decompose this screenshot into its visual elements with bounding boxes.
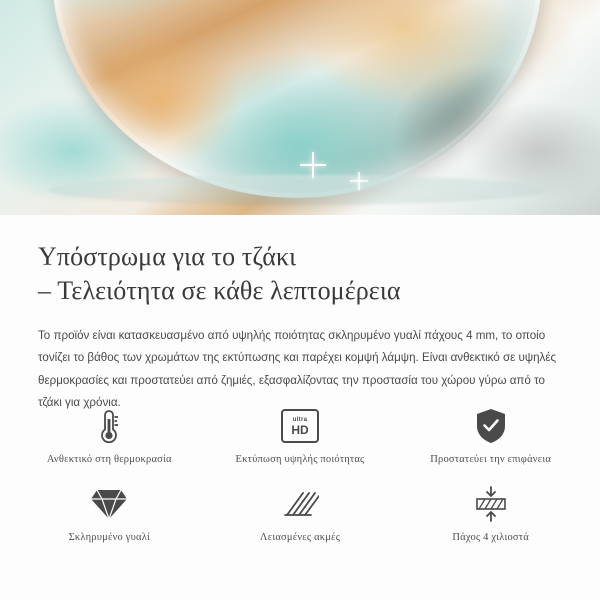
headline-line-1: Υπόστρωμα για το τζάκι <box>38 242 297 271</box>
feature-grid <box>0 404 600 560</box>
ultra-hd-icon <box>281 404 319 448</box>
polished-edges-icon <box>281 482 319 526</box>
feature-label: Προστατεύει την επιφάνεια <box>430 454 552 465</box>
feature-item-temperature <box>14 404 205 482</box>
shield-check-icon <box>473 404 509 448</box>
feature-label: Ανθεκτικό στη θερμοκρασία <box>46 454 172 465</box>
diamond-icon <box>89 482 129 526</box>
page-title <box>0 215 600 309</box>
thermometer-icon <box>92 404 126 448</box>
ultra-hd-badge-bottom: HD <box>291 422 309 437</box>
feature-item-print-quality <box>205 404 396 482</box>
feature-label: Σκληρυμένο γυαλί <box>68 532 151 543</box>
feature-item-thickness <box>395 482 586 560</box>
feature-label: Λειασμένες ακμές <box>259 532 341 543</box>
feature-item-polished-edges <box>205 482 396 560</box>
headline-line-2: – Τελειότητα σε κάθε λεπτομέρεια <box>38 276 401 306</box>
hero-image <box>0 0 600 215</box>
feature-item-tempered-glass <box>14 482 205 560</box>
thickness-arrows-icon <box>471 482 511 526</box>
glass-plate-rim-highlight <box>48 175 546 205</box>
ultra-hd-badge-top: ultra <box>292 416 308 423</box>
feature-item-surface-protection <box>395 404 586 482</box>
description-content <box>0 215 600 415</box>
body-text: Το προϊόν είναι κατασκευασμένο από υψηλής ποιότητας σκληρυμένο γυαλί πάχους 4 mm, το οποίο τονίζει το βάθος των χρωμάτων της εκτύπωσης και παρέχει κομψή λάμψη. Είναι ανθεκτικό σε υψηλές θερμοκρασίες και προστατεύει από ζημιές, εξασφαλίζοντας την προστασία του χώρου γύρω από το τζάκι για χρόνια. <box>38 328 557 410</box>
feature-label: Πάχος 4 χιλιοστά <box>452 532 529 543</box>
feature-label: Εκτύπωση υψηλής ποιότητας <box>235 454 365 465</box>
